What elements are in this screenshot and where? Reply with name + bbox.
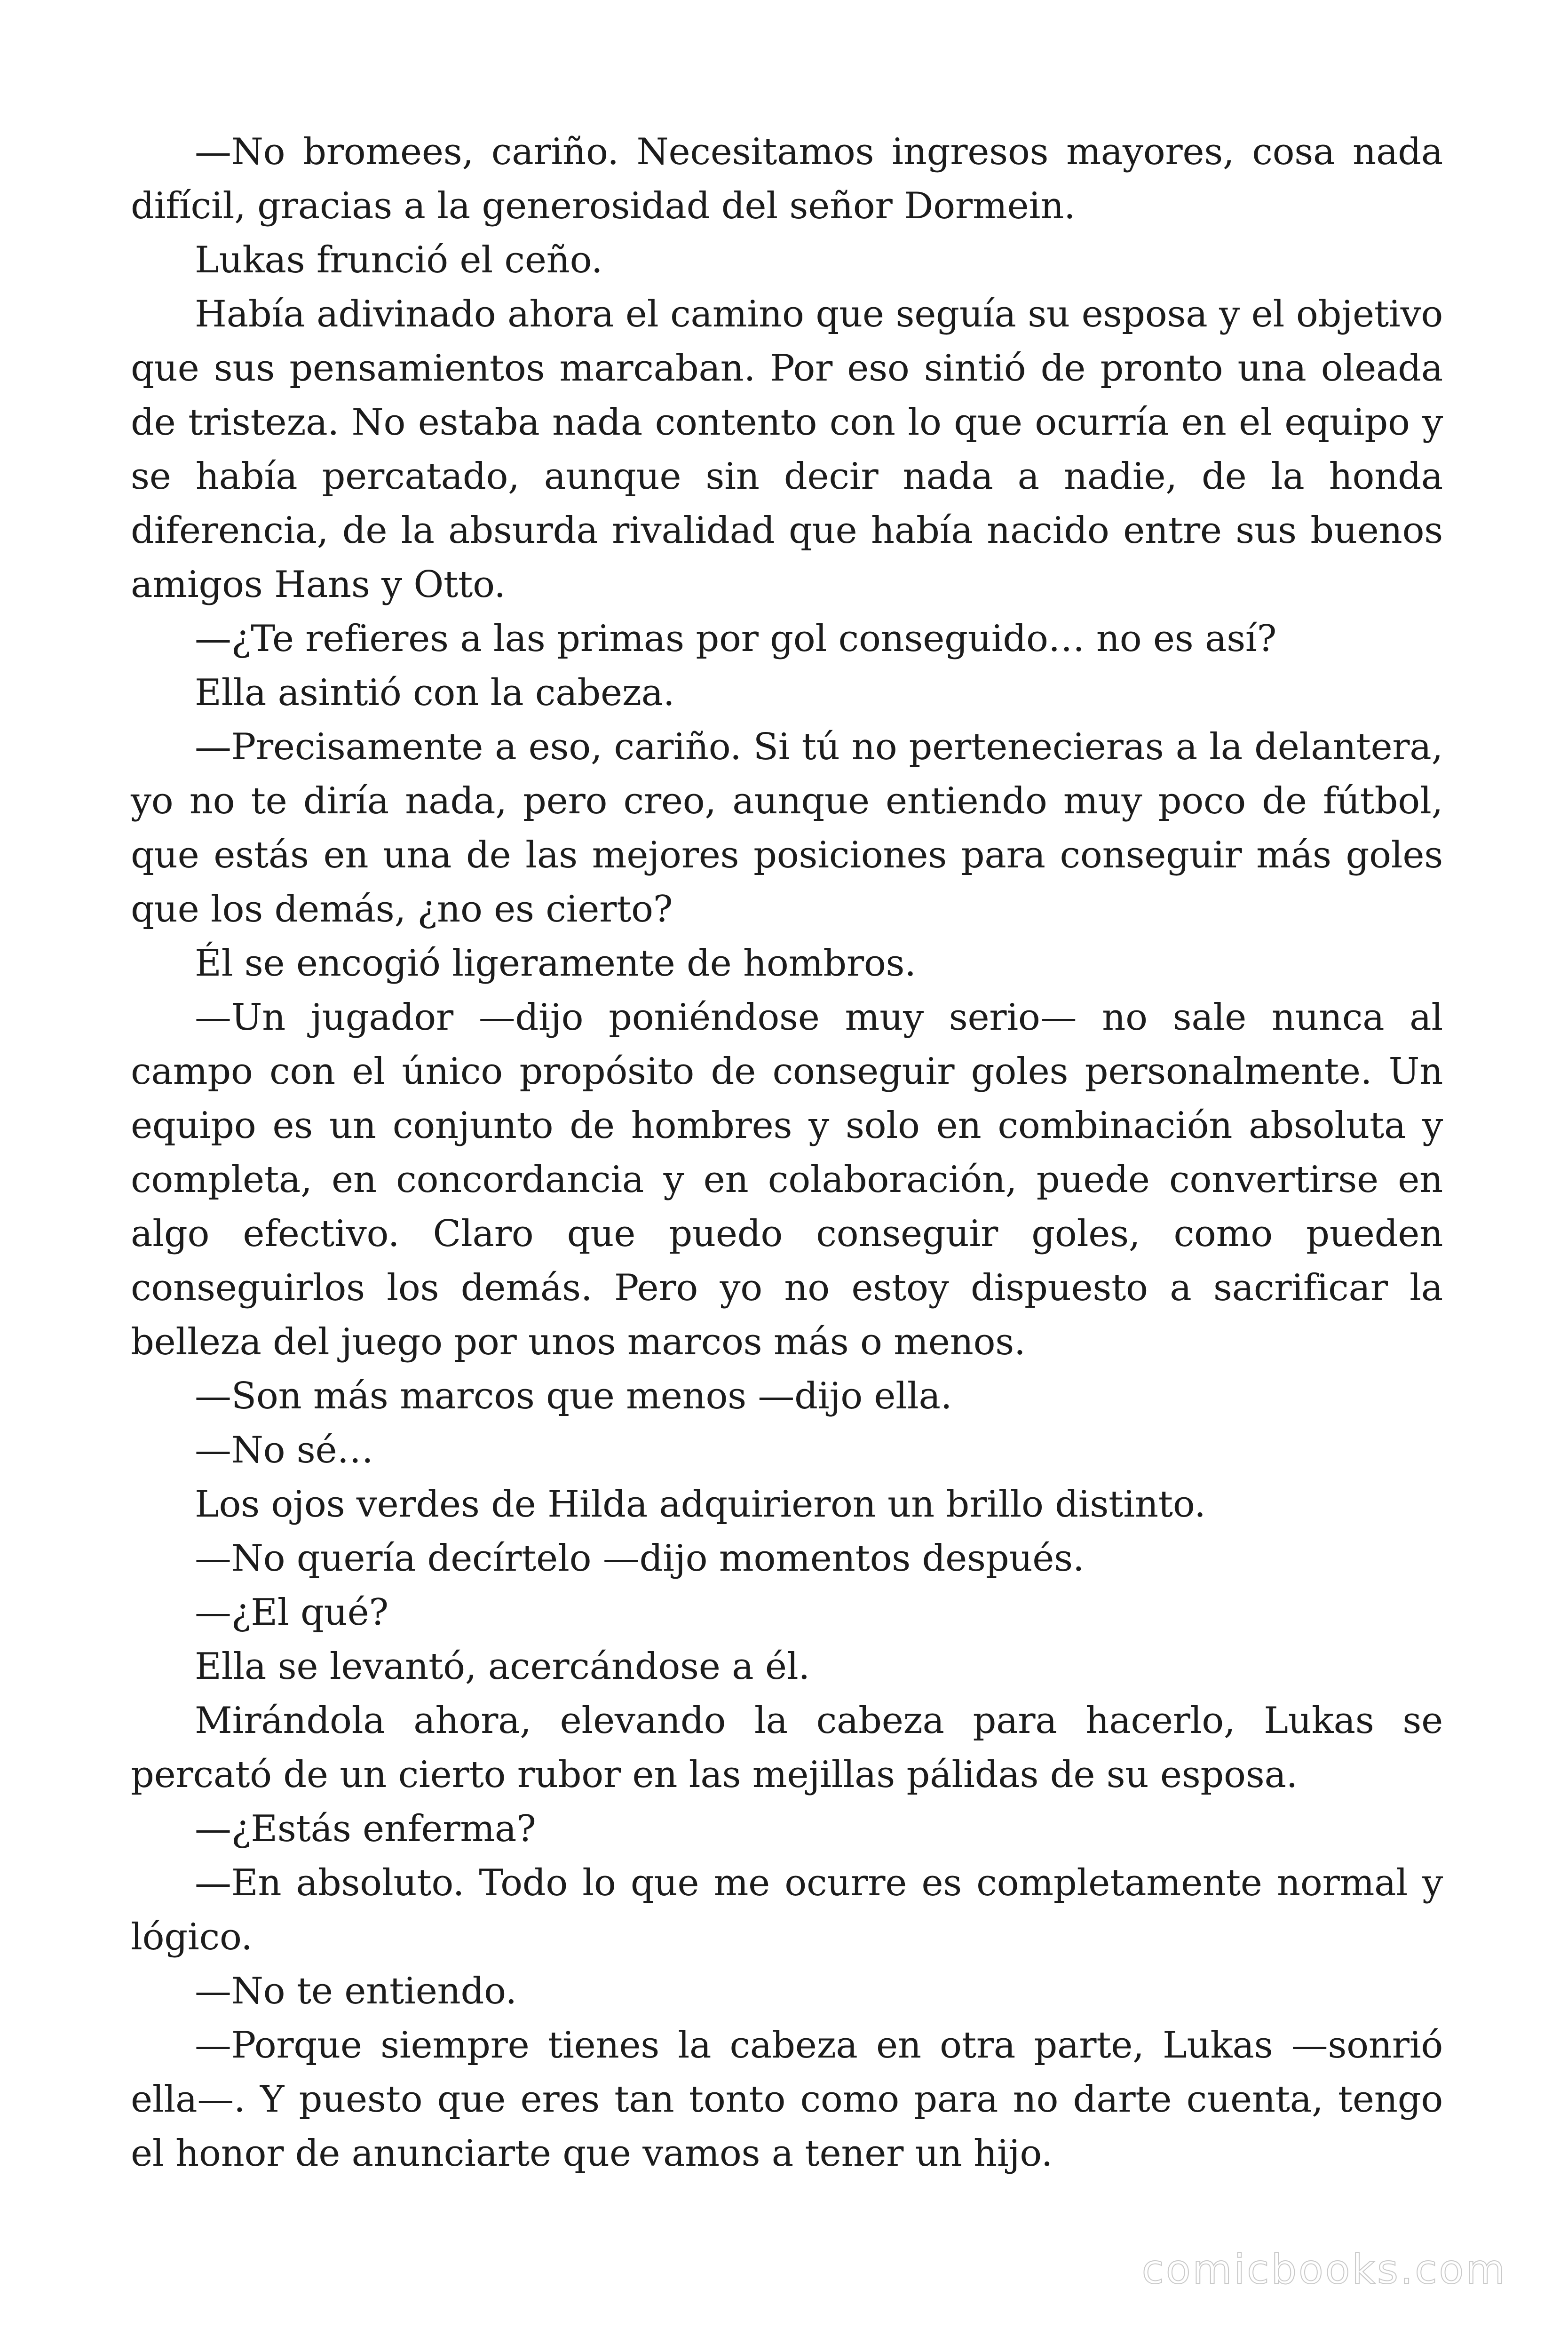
paragraph: —Un jugador —dijo poniéndose muy serio— no sale nunca al campo con el único propósito de conseguir goles personalmente. Un equipo es un conjunto de hombres y solo en combinación absoluta y completa, en concordancia y en colaboración, puede convertirse en algo efectivo. Claro que puedo conseguir goles, como pueden conseguirlos los demás. Pero yo no estoy dispuesto a sacrificar la belleza del juego por unos marcos más o menos. — [131, 996, 1443, 1363]
paragraph: Él se encogió ligeramente de hombros. — [195, 942, 916, 985]
paragraph: —¿Estás enferma? — [195, 1808, 536, 1850]
paragraph: —No sé… — [195, 1429, 374, 1471]
paragraph: —¿Te refieres a las primas por gol conseguido… no es así? — [195, 618, 1277, 660]
paragraph: —En absoluto. Todo lo que me ocurre es completamente normal y lógico. — [131, 1862, 1443, 1958]
paragraph: Mirándola ahora, elevando la cabeza para hacerlo, Lukas se percató de un cierto rubor en las mejillas pálidas de su esposa. — [131, 1700, 1443, 1796]
paragraph: Lukas frunció el ceño. — [195, 239, 603, 281]
paragraph: —Porque siempre tienes la cabeza en otra parte, Lukas —sonrió ella—. Y puesto que eres tan tonto como para no darte cuenta, tengo el honor de anunciarte que vamos a tener un hijo. — [131, 2024, 1443, 2175]
paragraph: —Precisamente a eso, cariño. Si tú no pertenecieras a la delantera, yo no te diría nada, pero creo, aunque entiendo muy poco de fútbol, que estás en una de las mejores posiciones para conseguir más goles que los demás, ¿no es cierto? — [131, 726, 1443, 930]
paragraph: —No quería decírtelo —dijo momentos después. — [195, 1537, 1085, 1580]
paragraph: —No te entiendo. — [195, 1970, 517, 2012]
paragraph: Ella asintió con la cabeza. — [195, 672, 675, 714]
site-watermark: comicbooks.com — [1141, 2246, 1507, 2293]
book-page-body — [131, 125, 1443, 2181]
paragraph: Había adivinado ahora el camino que seguía su esposa y el objetivo que sus pensamientos marcaban. Por eso sintió de pronto una oleada de tristeza. No estaba nada contento con lo que ocurría en el equipo y se había percatado, aunque sin decir nada a nadie, de la honda diferencia, de la absurda rivalidad que había nacido entre sus buenos amigos Hans y Otto. — [131, 293, 1443, 606]
paragraph: Los ojos verdes de Hilda adquirieron un brillo distinto. — [195, 1483, 1206, 1526]
paragraph: —Son más marcos que menos —dijo ella. — [195, 1375, 952, 1417]
paragraph: —No bromees, cariño. Necesitamos ingresos mayores, cosa nada difícil, gracias a la generosidad del señor Dormein. — [131, 131, 1443, 227]
paragraph: Ella se levantó, acercándose a él. — [195, 1645, 810, 1688]
paragraph: —¿El qué? — [195, 1591, 388, 1634]
